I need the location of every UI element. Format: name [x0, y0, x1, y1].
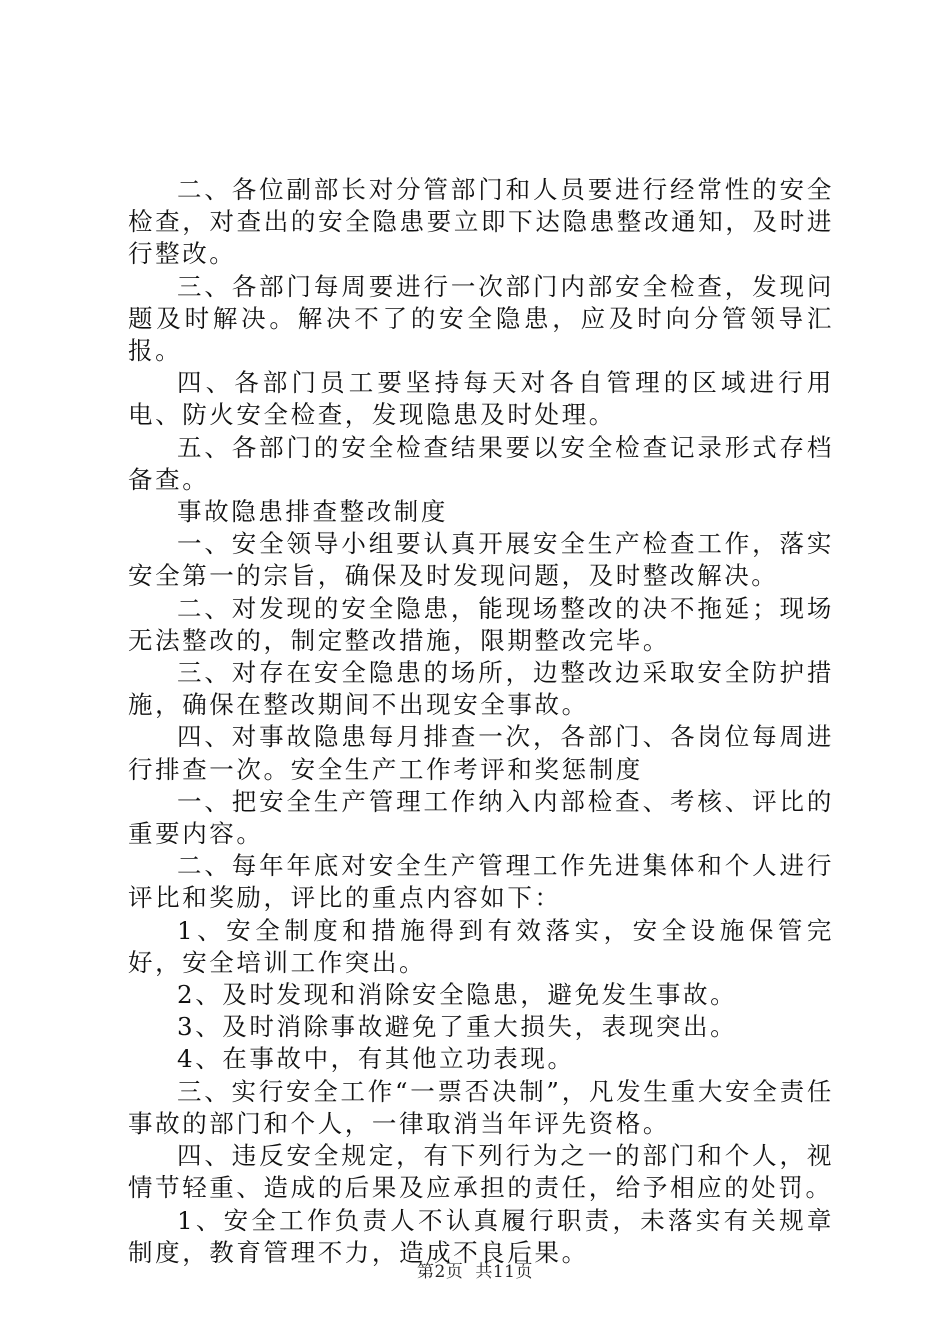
paragraph: 一、把安全生产管理工作纳入内部检查、考核、评比的重要内容。 — [128, 786, 834, 849]
paragraph: 一、安全领导小组要认真开展安全生产检查工作，落实安全第一的宗旨，确保及时发现问题，及时整改解决。 — [128, 529, 834, 591]
section-heading: 事故隐患排查整改制度 — [177, 497, 448, 527]
page-footer — [0, 1262, 950, 1282]
paragraph: 四、各部门员工要坚持每天对各自管理的区域进行用电、防火安全检查，发现隐患及时处理。 — [128, 368, 834, 430]
paragraph: 四、违反安全规定，有下列行为之一的部门和个人，视情节轻重、造成的后果及应承担的责任，给予相应的处罚。 — [128, 1141, 834, 1203]
paragraph: 五、各部门的安全检查结果要以安全检查记录形式存档备查。 — [128, 432, 834, 494]
document-body — [128, 174, 834, 1269]
list-item: 4、在事故中，有其他立功表现。 — [177, 1044, 575, 1074]
paragraph: 三、实行安全工作“一票否决制”，凡发生重大安全责任事故的部门和个人，一律取消当年评先资格。 — [128, 1076, 834, 1138]
page-number-total: 共11页 — [475, 1262, 533, 1282]
list-item: 1、安全工作负责人不认真履行职责，未落实有关规章制度，教育管理不力，造成不良后果。 — [128, 1205, 834, 1267]
list-item: 3、及时消除事故避免了重大损失，表现突出。 — [177, 1012, 738, 1042]
paragraph: 二、对发现的安全隐患，能现场整改的决不拖延；现场无法整改的，制定整改措施，限期整改完毕。 — [128, 593, 834, 655]
paragraph: 三、各部门每周要进行一次部门内部安全检查，发现问题及时解决。解决不了的安全隐患，应及时向分管领导汇报。 — [128, 271, 834, 366]
paragraph: 三、对存在安全隐患的场所，边整改边采取安全防护措施，确保在整改期间不出现安全事故。 — [128, 658, 834, 720]
paragraph: 二、每年年底对安全生产管理工作先进集体和个人进行评比和奖励，评比的重点内容如下： — [128, 851, 834, 913]
page-number-current: 第2页 — [417, 1262, 464, 1282]
list-item: 1、安全制度和措施得到有效落实，安全设施保管完好，安全培训工作突出。 — [128, 915, 834, 977]
list-item: 2、及时发现和消除安全隐患，避免发生事故。 — [177, 980, 738, 1010]
paragraph: 四、对事故隐患每月排查一次，各部门、各岗位每周进行排查一次。安全生产工作考评和奖惩制度 — [128, 722, 834, 784]
paragraph: 二、各位副部长对分管部门和人员要进行经常性的安全检查，对查出的安全隐患要立即下达隐患整改通知，及时进行整改。 — [128, 175, 834, 269]
